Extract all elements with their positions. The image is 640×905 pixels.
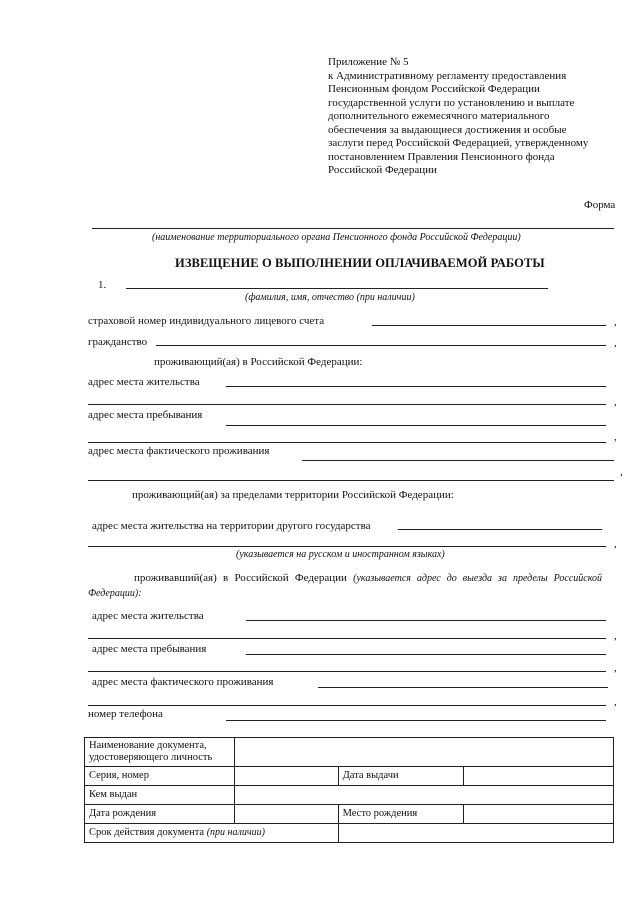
birth-place-value[interactable]	[464, 805, 614, 824]
comma: ,	[614, 630, 617, 642]
stay-address-field-2[interactable]	[88, 442, 606, 443]
citizenship-label: гражданство	[88, 336, 148, 348]
series-number-label: Серия, номер	[85, 767, 235, 786]
actual-address-field-3[interactable]	[318, 687, 608, 688]
languages-hint: (указывается на русском и иностранном языках)	[236, 549, 445, 560]
residence-address-field-3[interactable]	[246, 620, 606, 621]
residing-abroad-heading: проживающий(ая) за пределами территории Российской Федерации:	[132, 489, 454, 501]
phone-label: номер телефона	[88, 708, 163, 720]
validity-value[interactable]	[338, 824, 613, 843]
comma: ,	[614, 538, 617, 550]
resided-rf-suffix: :	[138, 588, 142, 599]
actual-address-label-2: адрес места фактического проживания	[92, 676, 274, 688]
comma: ,	[614, 431, 617, 443]
validity-label: Срок действия документа	[89, 827, 205, 838]
doc-name-line1: Наименование документа,	[89, 740, 207, 751]
form-label: Форма	[584, 199, 616, 211]
issue-date-value[interactable]	[464, 767, 614, 786]
stay-address-label-2: адрес места пребывания	[92, 643, 207, 655]
item-number: 1.	[98, 279, 107, 291]
appendix-line: к Административному регламенту предоставления	[328, 69, 567, 82]
foreign-address-label: адрес места жительства на территории другого государства	[92, 520, 371, 532]
resided-rf-heading	[88, 571, 602, 601]
validity-label-cell	[85, 824, 339, 843]
birth-date-value[interactable]	[234, 805, 338, 824]
comma: ,	[614, 696, 617, 708]
table-row	[85, 738, 614, 767]
issued-by-label: Кем выдан	[85, 786, 235, 805]
snils-label: страховой номер индивидуального лицевого счета	[88, 315, 325, 327]
appendix-line: дополнительного ежемесячного материального	[328, 110, 550, 122]
residence-address-field-2[interactable]	[88, 404, 606, 405]
appendix-line: Российской Федерации	[328, 164, 437, 176]
foreign-address-field-2[interactable]	[88, 546, 606, 547]
fio-field[interactable]	[126, 288, 548, 289]
validity-hint: (при наличии)	[206, 827, 265, 838]
doc-name-line2: удостоверяющего личность	[89, 752, 213, 763]
residence-address-label-2: адрес места жительства	[92, 610, 204, 622]
appendix-line: постановлением Правления Пенсионного фонда	[328, 150, 555, 163]
phone-field[interactable]	[226, 720, 606, 721]
appendix-line: Пенсионным фондом Российской Федерации	[328, 83, 540, 95]
actual-address-field[interactable]	[302, 460, 614, 461]
residence-address-field-4[interactable]	[88, 638, 606, 639]
stay-address-field-3[interactable]	[246, 654, 606, 655]
stay-address-field[interactable]	[226, 425, 606, 426]
identity-document-table	[84, 737, 614, 843]
document-title: ИЗВЕЩЕНИЕ О ВЫПОЛНЕНИИ ОПЛАЧИВАЕМОЙ РАБОТЫ	[175, 256, 545, 270]
residing-rf-heading: проживающий(ая) в Российской Федерации:	[154, 356, 363, 368]
issued-by-value[interactable]	[234, 786, 613, 805]
comma: ,	[614, 396, 617, 408]
table-row	[85, 767, 614, 786]
series-number-value[interactable]	[234, 767, 338, 786]
table-row	[85, 786, 614, 805]
comma: ,	[620, 466, 623, 478]
resided-rf-hint: (указывается адрес до выезда за пределы Российской Федерации)	[88, 573, 603, 599]
appendix-line: обеспечения за выдающиеся достижения и особые	[328, 123, 567, 136]
appendix-line: Приложение № 5	[328, 56, 409, 68]
appendix-line: заслуги перед Российской Федерацией, утвержденному	[328, 137, 589, 149]
issue-date-label: Дата выдачи	[338, 767, 464, 786]
residence-address-label: адрес места жительства	[88, 376, 200, 388]
birth-place-label: Место рождения	[338, 805, 464, 824]
territorial-body-hint: (наименование территориального органа Пенсионного фонда Российской Федерации)	[152, 232, 521, 243]
residence-address-field[interactable]	[226, 386, 606, 387]
snils-field[interactable]	[372, 325, 606, 326]
fio-hint: (фамилия, имя, отчество (при наличии)	[245, 292, 415, 303]
actual-address-label: адрес места фактического проживания	[88, 445, 270, 457]
citizenship-field[interactable]	[156, 345, 606, 346]
appendix-line: государственной услуги по установлению и выплате	[328, 96, 575, 109]
stay-address-field-4[interactable]	[88, 671, 606, 672]
comma: ,	[614, 662, 617, 674]
table-row	[85, 824, 614, 843]
doc-name-value[interactable]	[234, 738, 613, 767]
comma: ,	[614, 337, 617, 349]
actual-address-field-4[interactable]	[88, 705, 606, 706]
table-row	[85, 805, 614, 824]
comma: ,	[614, 316, 617, 328]
actual-address-field-2[interactable]	[88, 480, 614, 481]
stay-address-label: адрес места пребывания	[88, 409, 203, 421]
birth-date-label: Дата рождения	[85, 805, 235, 824]
appendix-header	[328, 56, 628, 178]
foreign-address-field[interactable]	[398, 529, 602, 530]
doc-name-label-cell	[85, 738, 235, 767]
resided-rf-prefix: проживавший(ая) в Российской Федерации	[134, 572, 347, 584]
territorial-body-field[interactable]	[92, 228, 614, 229]
